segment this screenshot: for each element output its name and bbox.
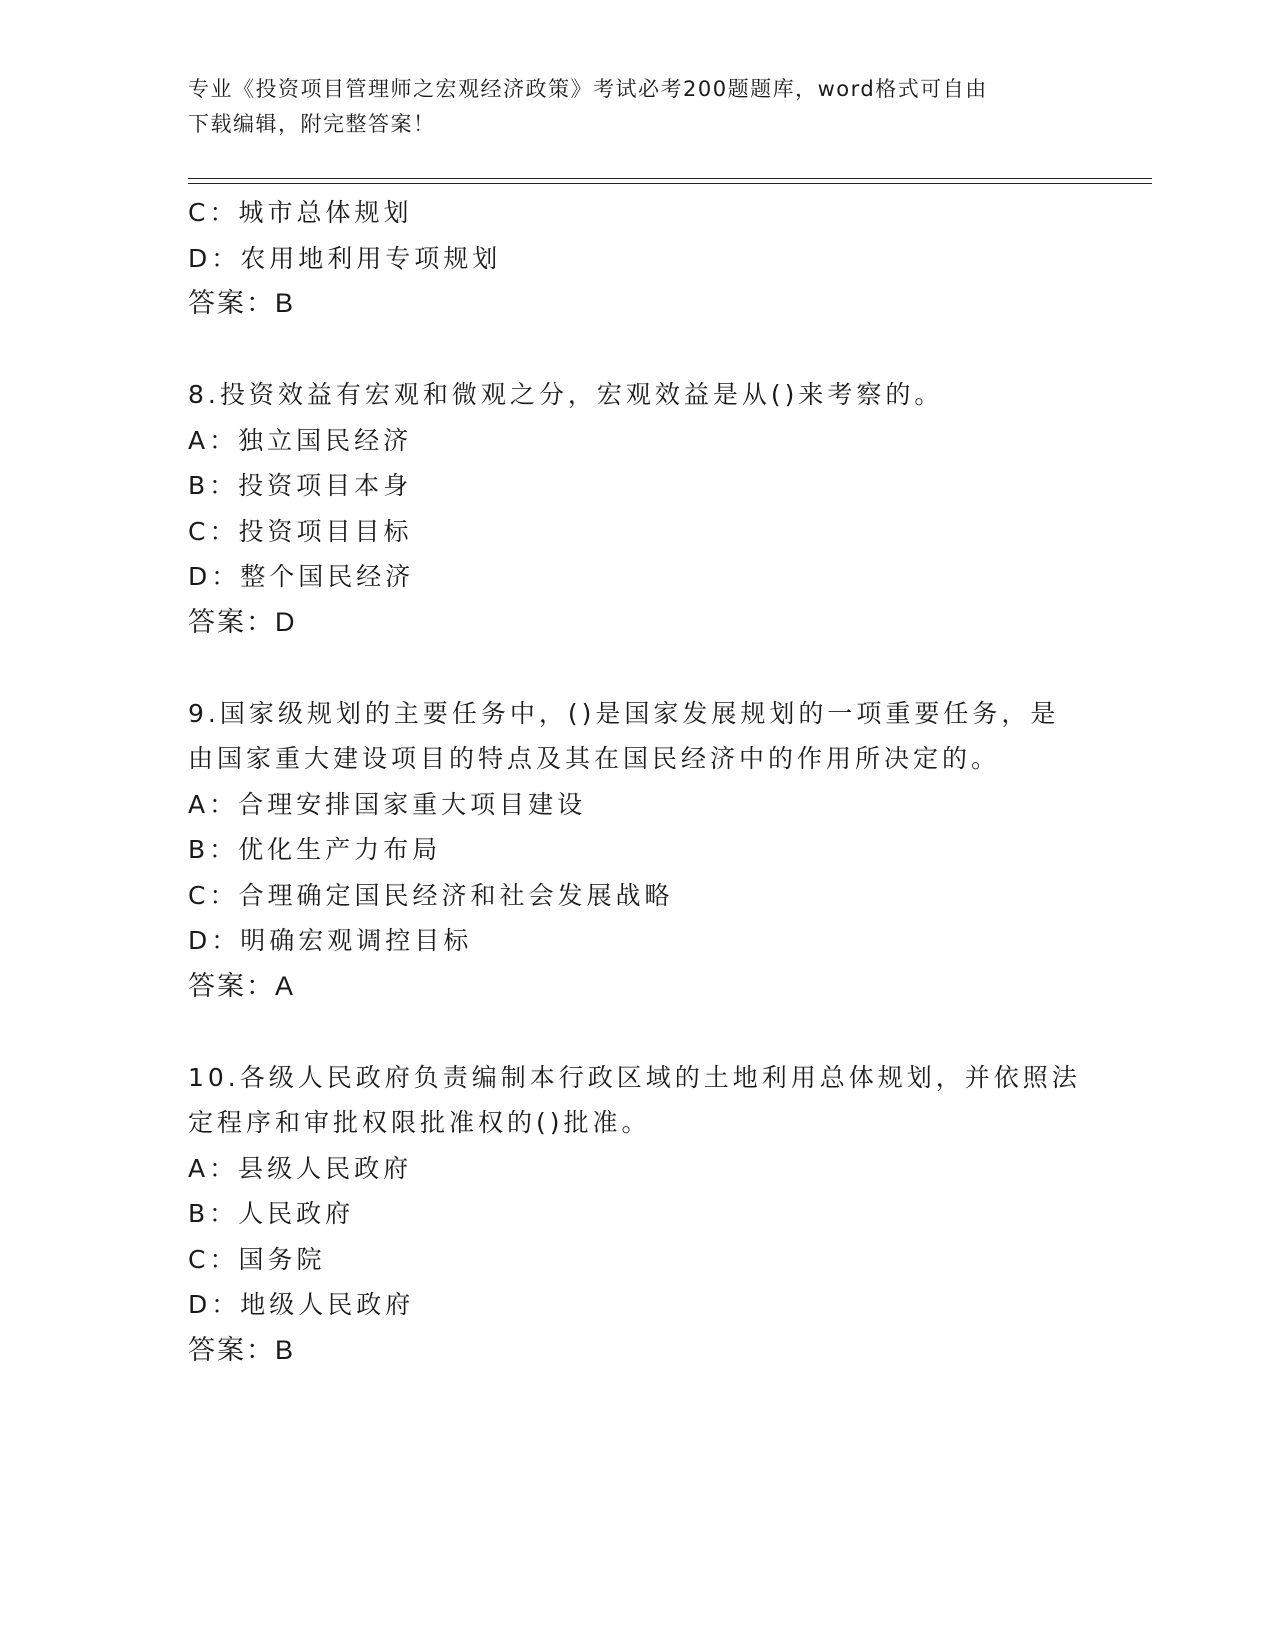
answer-line: 答案：B xyxy=(188,1334,296,1365)
option-b: B：人民政府 xyxy=(188,1199,355,1228)
question-stem-line-1: 9.国家级规划的主要任务中，()是国家发展规划的一项重要任务，是 xyxy=(188,698,1060,728)
document-header xyxy=(188,72,1068,142)
option-d: D：整个国民经济 xyxy=(188,562,415,591)
question-stem-line-2: 定程序和审批权限批准权的()批准。 xyxy=(188,1108,651,1137)
option-d: D：明确宏观调控目标 xyxy=(188,926,473,955)
answer-line: 答案：B xyxy=(188,288,296,318)
option-d: D：地级人民政府 xyxy=(188,1290,415,1319)
question-stem: 8.投资效益有宏观和微观之分，宏观效益是从()来考察的。 xyxy=(188,380,944,409)
answer-line: 答案：A xyxy=(188,970,296,1001)
spacer xyxy=(188,645,1088,691)
option-c: C：城市总体规划 xyxy=(188,198,413,227)
option-a: A：独立国民经济 xyxy=(188,425,413,455)
spacer xyxy=(188,1009,1088,1055)
header-title-line-1: 专业《投资项目管理师之宏观经济政策》考试必考200题题库，word格式可自由 xyxy=(188,77,988,101)
question-stem-line-1: 10.各级人民政府负责编制本行政区域的土地利用总体规划，并依照法 xyxy=(188,1062,1081,1092)
option-d: D：农用地利用专项规划 xyxy=(188,243,502,273)
header-divider-bottom xyxy=(188,183,1152,184)
option-b: B：优化生产力布局 xyxy=(188,835,442,864)
question-stem-line-2: 由国家重大建设项目的特点及其在国民经济中的作用所决定的。 xyxy=(188,744,1001,773)
option-b: B：投资项目本身 xyxy=(188,471,413,500)
option-c: C：国务院 xyxy=(188,1244,326,1274)
question-8 xyxy=(188,372,1088,645)
question-10 xyxy=(188,1055,1088,1374)
header-title-line-2: 下载编辑，附完整答案！ xyxy=(188,112,436,136)
option-c: C：合理确定国民经济和社会发展战略 xyxy=(188,880,674,910)
option-c: C：投资项目目标 xyxy=(188,516,413,546)
header-divider-top xyxy=(188,178,1152,179)
question-list xyxy=(188,190,1088,1373)
option-a: A：县级人民政府 xyxy=(188,1153,413,1183)
option-a: A：合理安排国家重大项目建设 xyxy=(188,789,587,819)
question-9 xyxy=(188,691,1088,1010)
question-7-fragment xyxy=(188,190,1088,327)
spacer xyxy=(188,327,1088,373)
answer-line: 答案：D xyxy=(188,606,297,637)
